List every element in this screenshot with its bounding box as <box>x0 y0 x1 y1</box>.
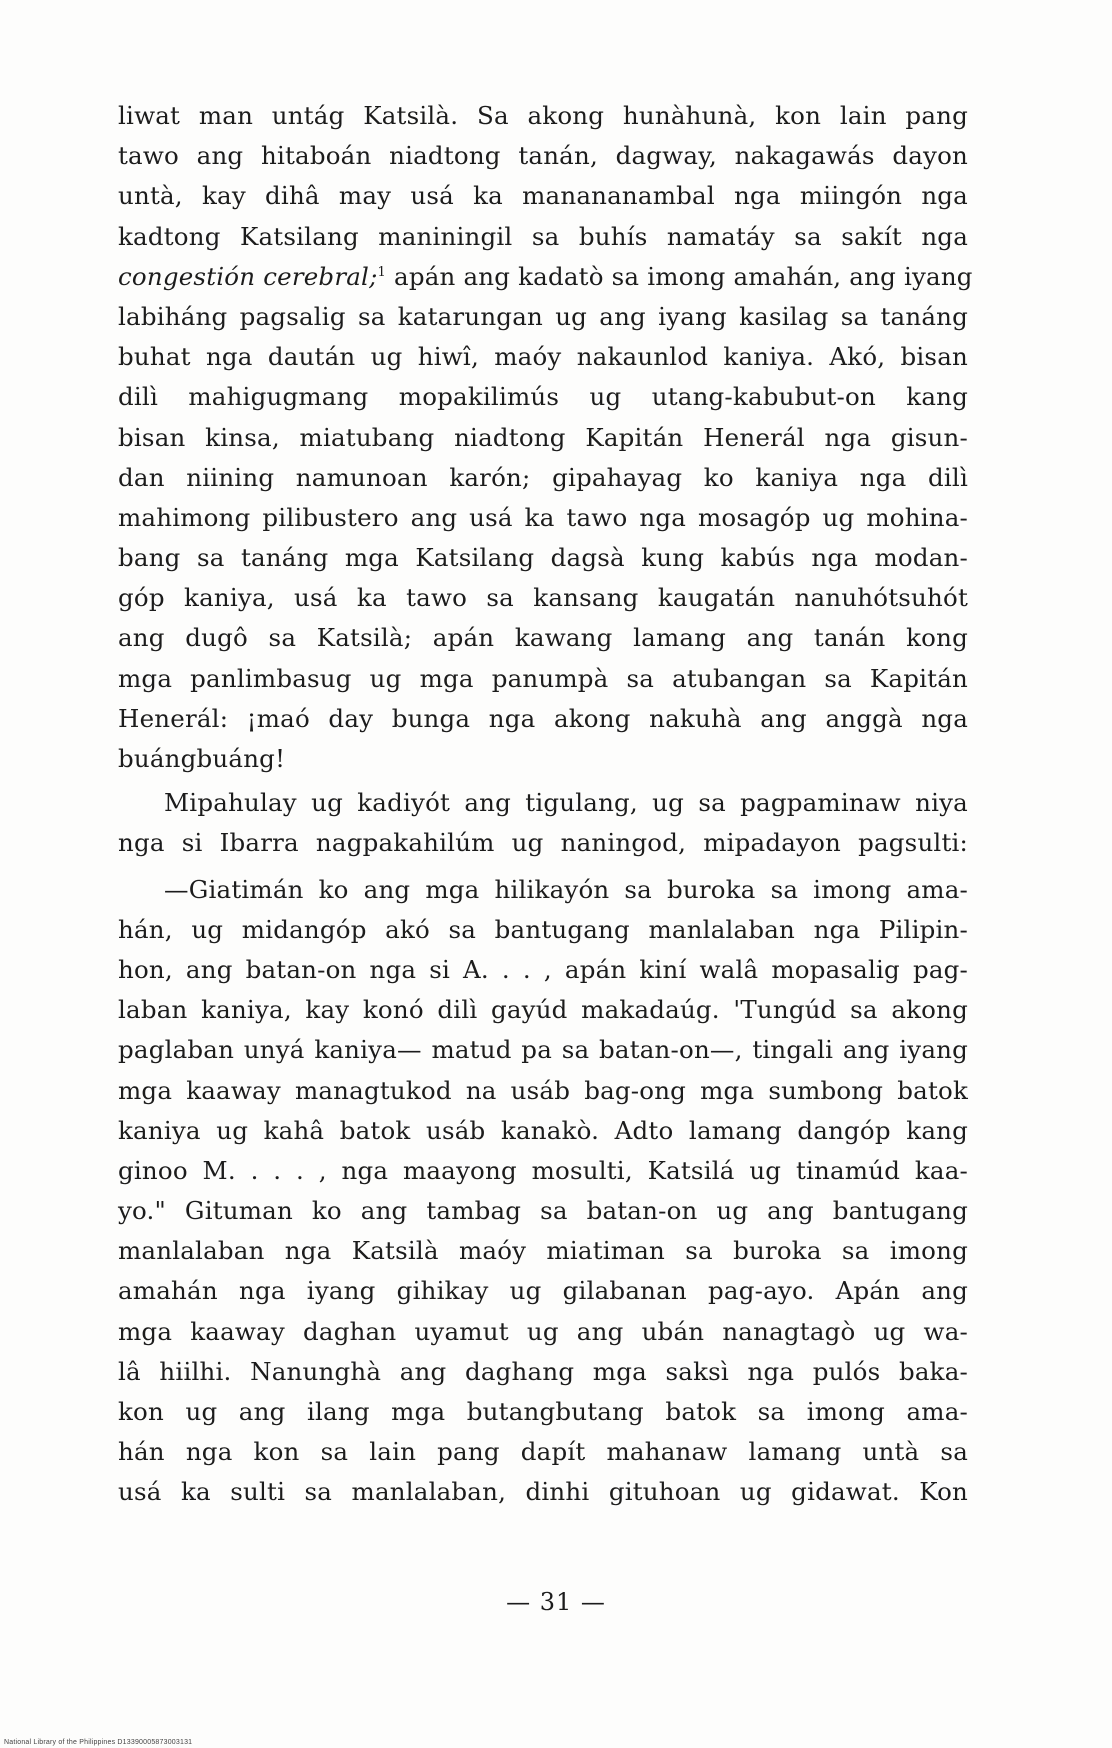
text-line: untà, kay dihâ may usá ka manananambal nga miingón nga <box>118 181 968 211</box>
text-line: bang sa tanáng mga Katsilang dagsà kung kabús nga modan- <box>118 543 968 573</box>
text-line: ang dugô sa Katsilà; apán kawang lamang ang tanán kong <box>118 623 968 653</box>
paragraph-1 <box>118 96 973 779</box>
text-line: bisan kinsa, miatubang niadtong Kapitán Henerál nga gisun- <box>118 422 968 452</box>
text-line: hon, ang batan-on nga si A. . . , apán kiní walâ mopasalig pag- <box>118 954 968 984</box>
text-line: amahán nga iyang gihikay ug gilabanan pag-ayo. Apán ang <box>118 1276 968 1306</box>
text-line: laban kaniya, kay konó dilì gayúd makadaúg. 'Tungúd sa akong <box>118 995 968 1025</box>
text-line-rest: apán ang kadatò sa imong amahán, ang iyang <box>394 261 973 291</box>
text-line: buángbuáng! <box>118 744 286 773</box>
paragraph-2 <box>118 783 968 863</box>
text-line: paglaban unyá kaniya— matud pa sa batan-on—, tingali ang iyang <box>118 1035 968 1065</box>
text-line: mga kaaway managtukod na usáb bag-ong mga sumbong batok <box>118 1075 968 1105</box>
text-line: kaniya ug kahâ batok usáb kanakò. Adto lamang dangóp kang <box>118 1115 968 1145</box>
text-line: mga panlimbasug ug mga panumpà sa atubangan sa Kapitán <box>118 663 968 693</box>
text-line: Mipahulay ug kadiyót ang tigulang, ug sa pagpaminaw niya <box>164 788 968 818</box>
footnote-mark: 1 <box>377 264 387 280</box>
text-line: hán, ug midangóp akó sa bantugang manlalaban nga Pilipin- <box>118 914 968 944</box>
text-line: labiháng pagsalig sa katarungan ug ang iyang kasilag sa tanáng <box>118 301 968 331</box>
text-line: nga si Ibarra nagpakahilúm ug naningod, mipadayon pagsulti: <box>118 828 968 858</box>
text-line: mga kaaway daghan uyamut ug ang ubán nanagtagò ug wa- <box>118 1316 968 1346</box>
text-line: —Giatimán ko ang mga hilikayón sa buroka sa imong ama- <box>164 874 968 904</box>
text-line: Henerál: ¡maó day bunga nga akong nakuhà ang anggà nga <box>118 703 968 733</box>
text-line: kadtong Katsilang maniningil sa buhís namatáy sa sakít nga <box>118 221 968 251</box>
text-line: góp kaniya, usá ka tawo sa kansang kaugatán nanuhótsuhót <box>118 583 968 613</box>
emphasis-text: congestión cerebral; <box>118 261 378 291</box>
text-line: manlalaban nga Katsilà maóy miatiman sa buroka sa imong <box>118 1236 968 1266</box>
text-line: ginoo M. . . . , nga maayong mosulti, Katsilá ug tinamúd kaa- <box>118 1155 968 1185</box>
text-line: dilì mahigugmang mopakilimús ug utang-kabubut-on kang <box>118 382 968 412</box>
text-line: liwat man untág Katsilà. Sa akong hunàhunà, kon lain pang <box>118 101 968 130</box>
text-line: mahimong pilibustero ang usá ka tawo nga mosagóp ug mohina- <box>118 502 968 532</box>
text-line: yo." Gituman ko ang tambag sa batan-on ug ang bantugang <box>118 1196 968 1226</box>
text-line: buhat nga daután ug hiwî, maóy nakaunlod kaniya. Akó, bisan <box>118 342 968 372</box>
text-line: usá ka sulti sa manlalaban, dinhi gituhoan ug gidawat. Kon <box>118 1477 968 1507</box>
page-number: — 31 — <box>506 1588 606 1616</box>
paragraph-3 <box>118 870 968 1513</box>
text-line: dan niining namunoan karón; gipahayag ko kaniya nga dilì <box>118 462 968 492</box>
page-body <box>118 96 973 1513</box>
text-line: tawo ang hitaboán niadtong tanán, dagway, nakagawás dayon <box>118 141 968 171</box>
scan-footer: National Library of the Philippines D13390005873003131 <box>4 1739 193 1746</box>
text-line <box>118 257 973 297</box>
text-line: hán nga kon sa lain pang dapít mahanaw lamang untà sa <box>118 1437 968 1467</box>
text-line: kon ug ang ilang mga butangbutang batok sa imong ama- <box>118 1397 968 1426</box>
text-line: lâ hiilhi. Nanunghà ang daghang mga saksì nga pulós baka- <box>118 1356 968 1386</box>
